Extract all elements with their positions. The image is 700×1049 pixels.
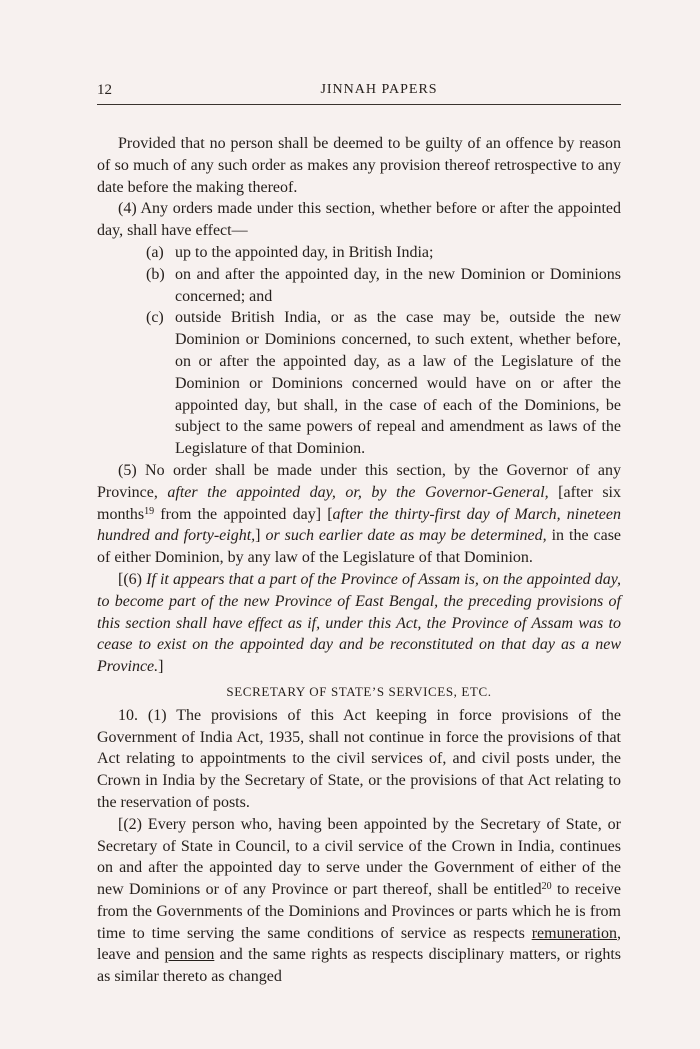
text-run: (5) No order shall be made under this section, by the Governor of any Province, [97, 461, 621, 501]
list-item-label: (b) [146, 265, 165, 283]
text-run: , leave and [97, 924, 621, 964]
text-run: ] [158, 658, 164, 676]
paragraph-section-10-2 [97, 814, 621, 988]
text-run: [(6) [118, 570, 147, 588]
list-item-text: outside British India, or as the case may be, outside the new Dominion or Dominions concerned, to such extent, whether before, on or after the appointed day, as a law of the Legislature of the Dominion or Dominions concerned would have on or after the appointed day, but shall, in the case of each of the Dominions, be subject to the same powers of repeal and amendment as laws of the Legislature of that Dominion. [175, 309, 621, 458]
paragraph-subsection-6 [97, 569, 621, 678]
text-run: in the case of either Dominion, by any law of the Legislature of that Dominion. [97, 527, 622, 567]
list-item-label: (c) [146, 309, 164, 327]
paragraph-subsection-4: (4) Any orders made under this section, whether before or after the appointed day, shall have effect— [97, 200, 621, 240]
italic-run: after the thirty-first day of March, nineteen hundred and forty-eight, [97, 505, 621, 545]
text-run: and the same rights as respects disciplinary matters, or rights as similar thereto as changed [97, 946, 621, 986]
underlined-word: remuneration [531, 924, 617, 942]
footnote-ref-20: 20 [541, 881, 552, 893]
text-run: ] [255, 527, 266, 545]
text-run: from the appointed day] [ [154, 505, 333, 523]
list-item-a [97, 242, 621, 264]
page-header [97, 82, 621, 105]
paragraph-section-10: 10. (1) The provisions of this Act keeping in force provisions of the Government of India Act, 1935, shall not continue in force the provisions of that Act relating to appointments to the civil services of, and civil posts under, the Crown in India by the Secretary of State, or the provisions of that Act relating to the reservation of posts. [97, 706, 621, 811]
body-text [97, 133, 621, 988]
list-item-text: up to the appointed day, in British India; [175, 243, 434, 261]
running-title: JINNAH PAPERS [320, 82, 438, 97]
text-run: [after six months [97, 483, 621, 523]
italic-run: after the appointed day, or, by the Governor-General, [167, 483, 549, 501]
section-heading: SECRETARY OF STATE’S SERVICES, ETC. [226, 683, 492, 699]
text-run: to receive from the Governments of the Dominions and Provinces or parts which he is from time to time serving the same conditions of service as respects [97, 881, 622, 942]
list-item-c [97, 307, 621, 460]
list-item-text: on and after the appointed day, in the new Dominion or Dominions concerned; and [175, 265, 621, 305]
italic-run: If it appears that a part of the Province of Assam is, on the appointed day, to become part of the new Province of East Bengal, the preceding provisions of this section shall have effect as if, under this Act, the Province of Assam was to cease to exist on the appointed day and be reconstituted on that day as a new Province. [97, 570, 622, 676]
italic-run: or such earlier date as may be determined, [265, 527, 547, 545]
paragraph-subsection-5 [97, 460, 621, 569]
list-item-b [97, 264, 621, 308]
text-run: [(2) Every person who, having been appointed by the Secretary of State, or Secretary of State in Council, to a civil service of the Crown in India, continues on and after the appointed day to serve under the Government of either of the new Dominions or of any Province or part thereof, shall be entitled [97, 815, 621, 899]
page-number: 12 [97, 82, 112, 98]
paragraph-proviso: Provided that no person shall be deemed to be guilty of an offence by reason of so much of any such order as makes any provision thereof retrospective to any date before the making thereof. [97, 135, 621, 196]
list-item-label: (a) [146, 243, 164, 261]
footnote-ref-19: 19 [144, 505, 155, 517]
underlined-word: pension [164, 946, 215, 964]
